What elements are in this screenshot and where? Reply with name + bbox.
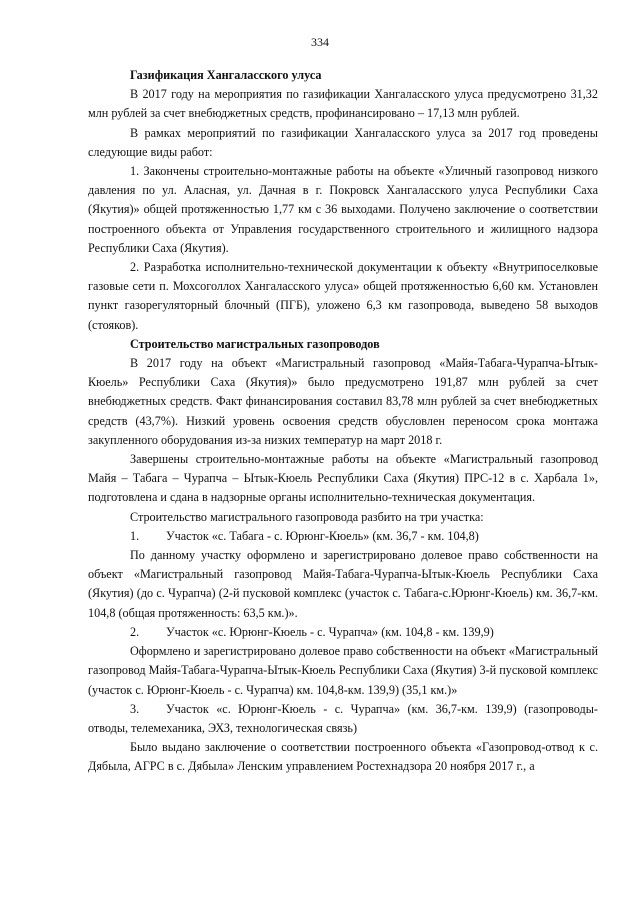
list-item [88, 623, 598, 642]
paragraph: В 2017 году на объект «Магистральный газопровод «Майя-Табага-Чурапча-Ытык-Кюель» Республики Саха (Якутия)» было предусмотрено 191,87 млн рублей за счет внебюджетных средств. Факт финансирования составил 83,78 млн рублей за счет внебюджетных средств (43,7%). Низкий уровень освоения средств обусловлен переносом срока монтажа закупленного оборудования из-за низких температур на март 2018 г. [88, 356, 598, 447]
section-heading-gasification: Газификация Хангаласского улуса [130, 68, 322, 82]
page-number: 334 [311, 35, 329, 49]
paragraph: По данному участку оформлено и зарегистрировано долевое право собственности на объект «Магистральный газопровод Майя-Табага-Чурапча-Ытык-Кюель Республики Саха (Якутия) (до с. Чурапча) (2-й пусковой комплекс (участок с. Табага-с.Юрюнг-Кюель) км. 36,7-км. 104,8 (общая протяженность: 63,5 км.)». [88, 548, 598, 620]
list-item [88, 527, 598, 546]
paragraph: Завершены строительно-монтажные работы на объекте «Магистральный газопровод Майя – Табага – Чурапча – Ытык-Кюель Республики Саха (Якутия) ПРС-12 в с. Харбала 1», подготовлена и сдана в надзорные органы исполнительно-техническая документация. [88, 452, 598, 505]
document-body [88, 66, 598, 777]
paragraph: В рамках мероприятий по газификации Хангаласского улуса за 2017 год проведены следующие виды работ: [88, 125, 598, 159]
paragraph: В 2017 году на мероприятия по газификации Хангаласского улуса предусмотрено 31,32 млн рублей за счет внебюджетных средств, профинансировано – 17,13 млн рублей. [88, 87, 598, 121]
paragraph: Строительство магистрального газопровода разбито на три участка: [130, 509, 484, 524]
list-item-number: 3. [130, 701, 140, 716]
list-item [88, 700, 598, 738]
list-item-text: Участок «с. Юрюнг-Кюель - с. Чурапча» (км. 36,7-км. 139,9) (газопроводы-отводы, телемеханика, ЭХЗ, технологическая связь) [88, 701, 598, 735]
section-heading-pipelines: Строительство магистральных газопроводов [130, 336, 380, 351]
paragraph: 2. Разработка исполнительно-технической документации к объекту «Внутрипоселковые газовые сети п. Мохсоголлох Хангаласского улуса» общей протяженностью 6,60 км. Установлен пункт газорегуляторный блочный (ПГБ), уложено 6,3 км газопровода, выведено 58 выходов (стояков). [88, 260, 598, 332]
list-item-number: 2. [130, 624, 140, 639]
list-item-text: Участок «с. Юрюнг-Кюель - с. Чурапча» (км. 104,8 - км. 139,9) [166, 624, 494, 639]
list-item-number: 1. [130, 528, 140, 543]
paragraph: Было выдано заключение о соответствии построенного объекта «Газопровод-отвод к с. Дябыла, АГРС в с. Дябыла» Ленским управлением Ростехнадзора 20 ноября 2017 г., а [88, 740, 598, 774]
paragraph: Оформлено и зарегистрировано долевое право собственности на объект «Магистральный газопровод Майя-Табага-Чурапча-Ытык-Кюель Республики Саха (Якутия) 3-й пусковой комплекс (участок с. Юрюнг-Кюель - с. Чурапча) км. 104,8-км. 139,9) (35,1 км.)» [88, 644, 598, 697]
list-item-text: Участок «с. Табага - с. Юрюнг-Кюель» (км. 36,7 - км. 104,8) [166, 528, 479, 543]
paragraph: 1. Закончены строительно-монтажные работы на объекте «Уличный газопровод низкого давления по ул. Аласная, ул. Дачная в г. Покровск Хангаласского улуса Республики Саха (Якутия)» общей протяженностью 1,77 км с 36 выходами. Получено заключение о соответствии построенного объекта от Управления государственного строительного и жилищного надзора Республики Саха (Якутия). [88, 164, 598, 255]
